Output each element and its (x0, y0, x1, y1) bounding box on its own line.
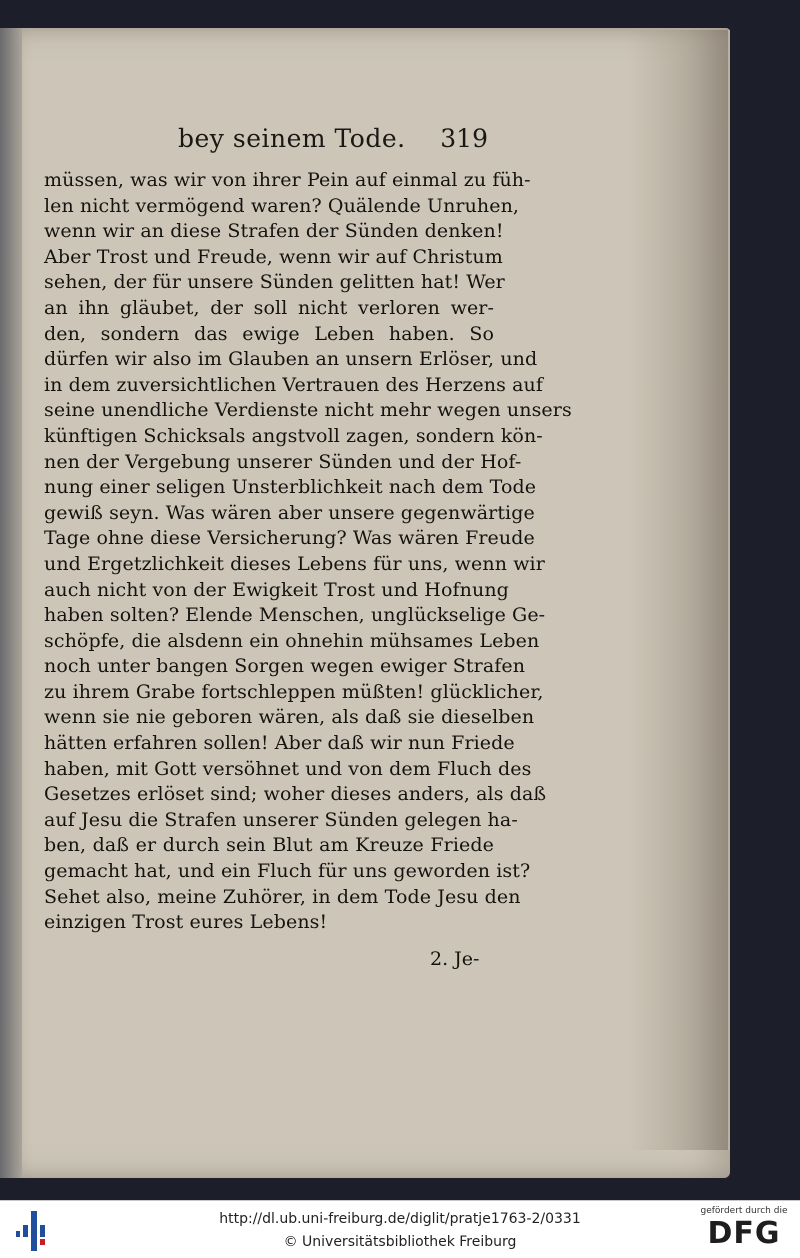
dfg-logo: DFG (707, 1216, 781, 1251)
body-text (44, 168, 572, 936)
text-line: Tage ohne diese Versicherung? Was wären Freude (44, 527, 535, 550)
text-line: schöpfe, die alsdenn ein ohnehin mühsames Leben (44, 629, 540, 652)
text-line: müssen, was wir von ihrer Pein auf einmal zu füh- (44, 169, 531, 191)
text-line: einzigen Trost eures Lebens! (44, 911, 328, 934)
text-line: künftigen Schicksals angstvoll zagen, sondern kön- (44, 424, 543, 447)
text-line: ben, daß er durch sein Blut am Kreuze Friede (44, 834, 494, 857)
text-line: haben, mit Gott versöhnet und von dem Fluch des (44, 757, 532, 780)
text-line: Aber Trost und Freude, wenn wir auf Christum (44, 245, 503, 268)
text-line: und Ergetzlichkeit dieses Lebens für uns, wenn wir (44, 552, 545, 575)
page-url-link[interactable]: http://dl.ub.uni-freiburg.de/diglit/pratje1763-2/0331 (219, 1211, 581, 1227)
text-line: an ihn gläubet, der soll nicht verloren wer- (44, 296, 494, 319)
text-line: zu ihrem Grabe fortschleppen müßten! glücklicher, (44, 680, 544, 703)
text-line: gewiß seyn. Was wären aber unsere gegenwärtige (44, 501, 535, 524)
text-line: gemacht hat, und ein Fluch für uns geworden ist? (44, 860, 531, 883)
text-line: nung einer seligen Unsterblichkeit nach dem Tode (44, 476, 537, 499)
text-line: auch nicht von der Ewigkeit Trost und Hofnung (44, 578, 509, 601)
text-line: Sehet also, meine Zuhörer, in dem Tode Jesu den (44, 885, 521, 908)
running-title: bey seinem Tode. (178, 124, 406, 153)
running-head (178, 118, 488, 158)
copyright-notice: © Universitätsbibliothek Freiburg (283, 1234, 517, 1250)
viewer-footer (0, 1200, 800, 1258)
text-line: nen der Vergebung unserer Sünden und der Hof- (44, 450, 522, 473)
text-line: seine unendliche Verdienste nicht mehr wegen unsers (44, 399, 572, 422)
text-line: len nicht vermögend waren? Quälende Unruhen, (44, 194, 520, 217)
text-line: wenn wir an diese Strafen der Sünden denken! (44, 220, 504, 243)
page-number: 319 (440, 124, 488, 153)
text-line: hätten erfahren sollen! Aber daß wir nun Friede (44, 732, 515, 755)
text-line: auf Jesu die Strafen unserer Sünden gelegen ha- (44, 808, 518, 831)
funding-caption: gefördert durch die (700, 1206, 788, 1216)
text-line: wenn sie nie geboren wären, als daß sie dieselben (44, 706, 535, 729)
text-line: sehen, der für unsere Sünden gelitten hat! Wer (44, 271, 505, 294)
text-line: haben solten? Elende Menschen, unglückselige Ge- (44, 604, 546, 627)
text-line: dürfen wir also im Glauben an unsern Erlöser, und (44, 348, 538, 371)
page-gutter (0, 28, 22, 1178)
dfg-funding-badge[interactable] (698, 1205, 790, 1255)
text-line: noch unter bangen Sorgen wegen ewiger Strafen (44, 655, 526, 678)
text-line: Gesetzes erlöset sind; woher dieses anders, als daß (44, 783, 547, 806)
catchword: 2. Je- (430, 948, 480, 970)
text-line: den, sondern das ewige Leben haben. So (44, 322, 494, 345)
text-line: in dem zuversichtlichen Vertrauen des Herzens auf (44, 373, 543, 396)
